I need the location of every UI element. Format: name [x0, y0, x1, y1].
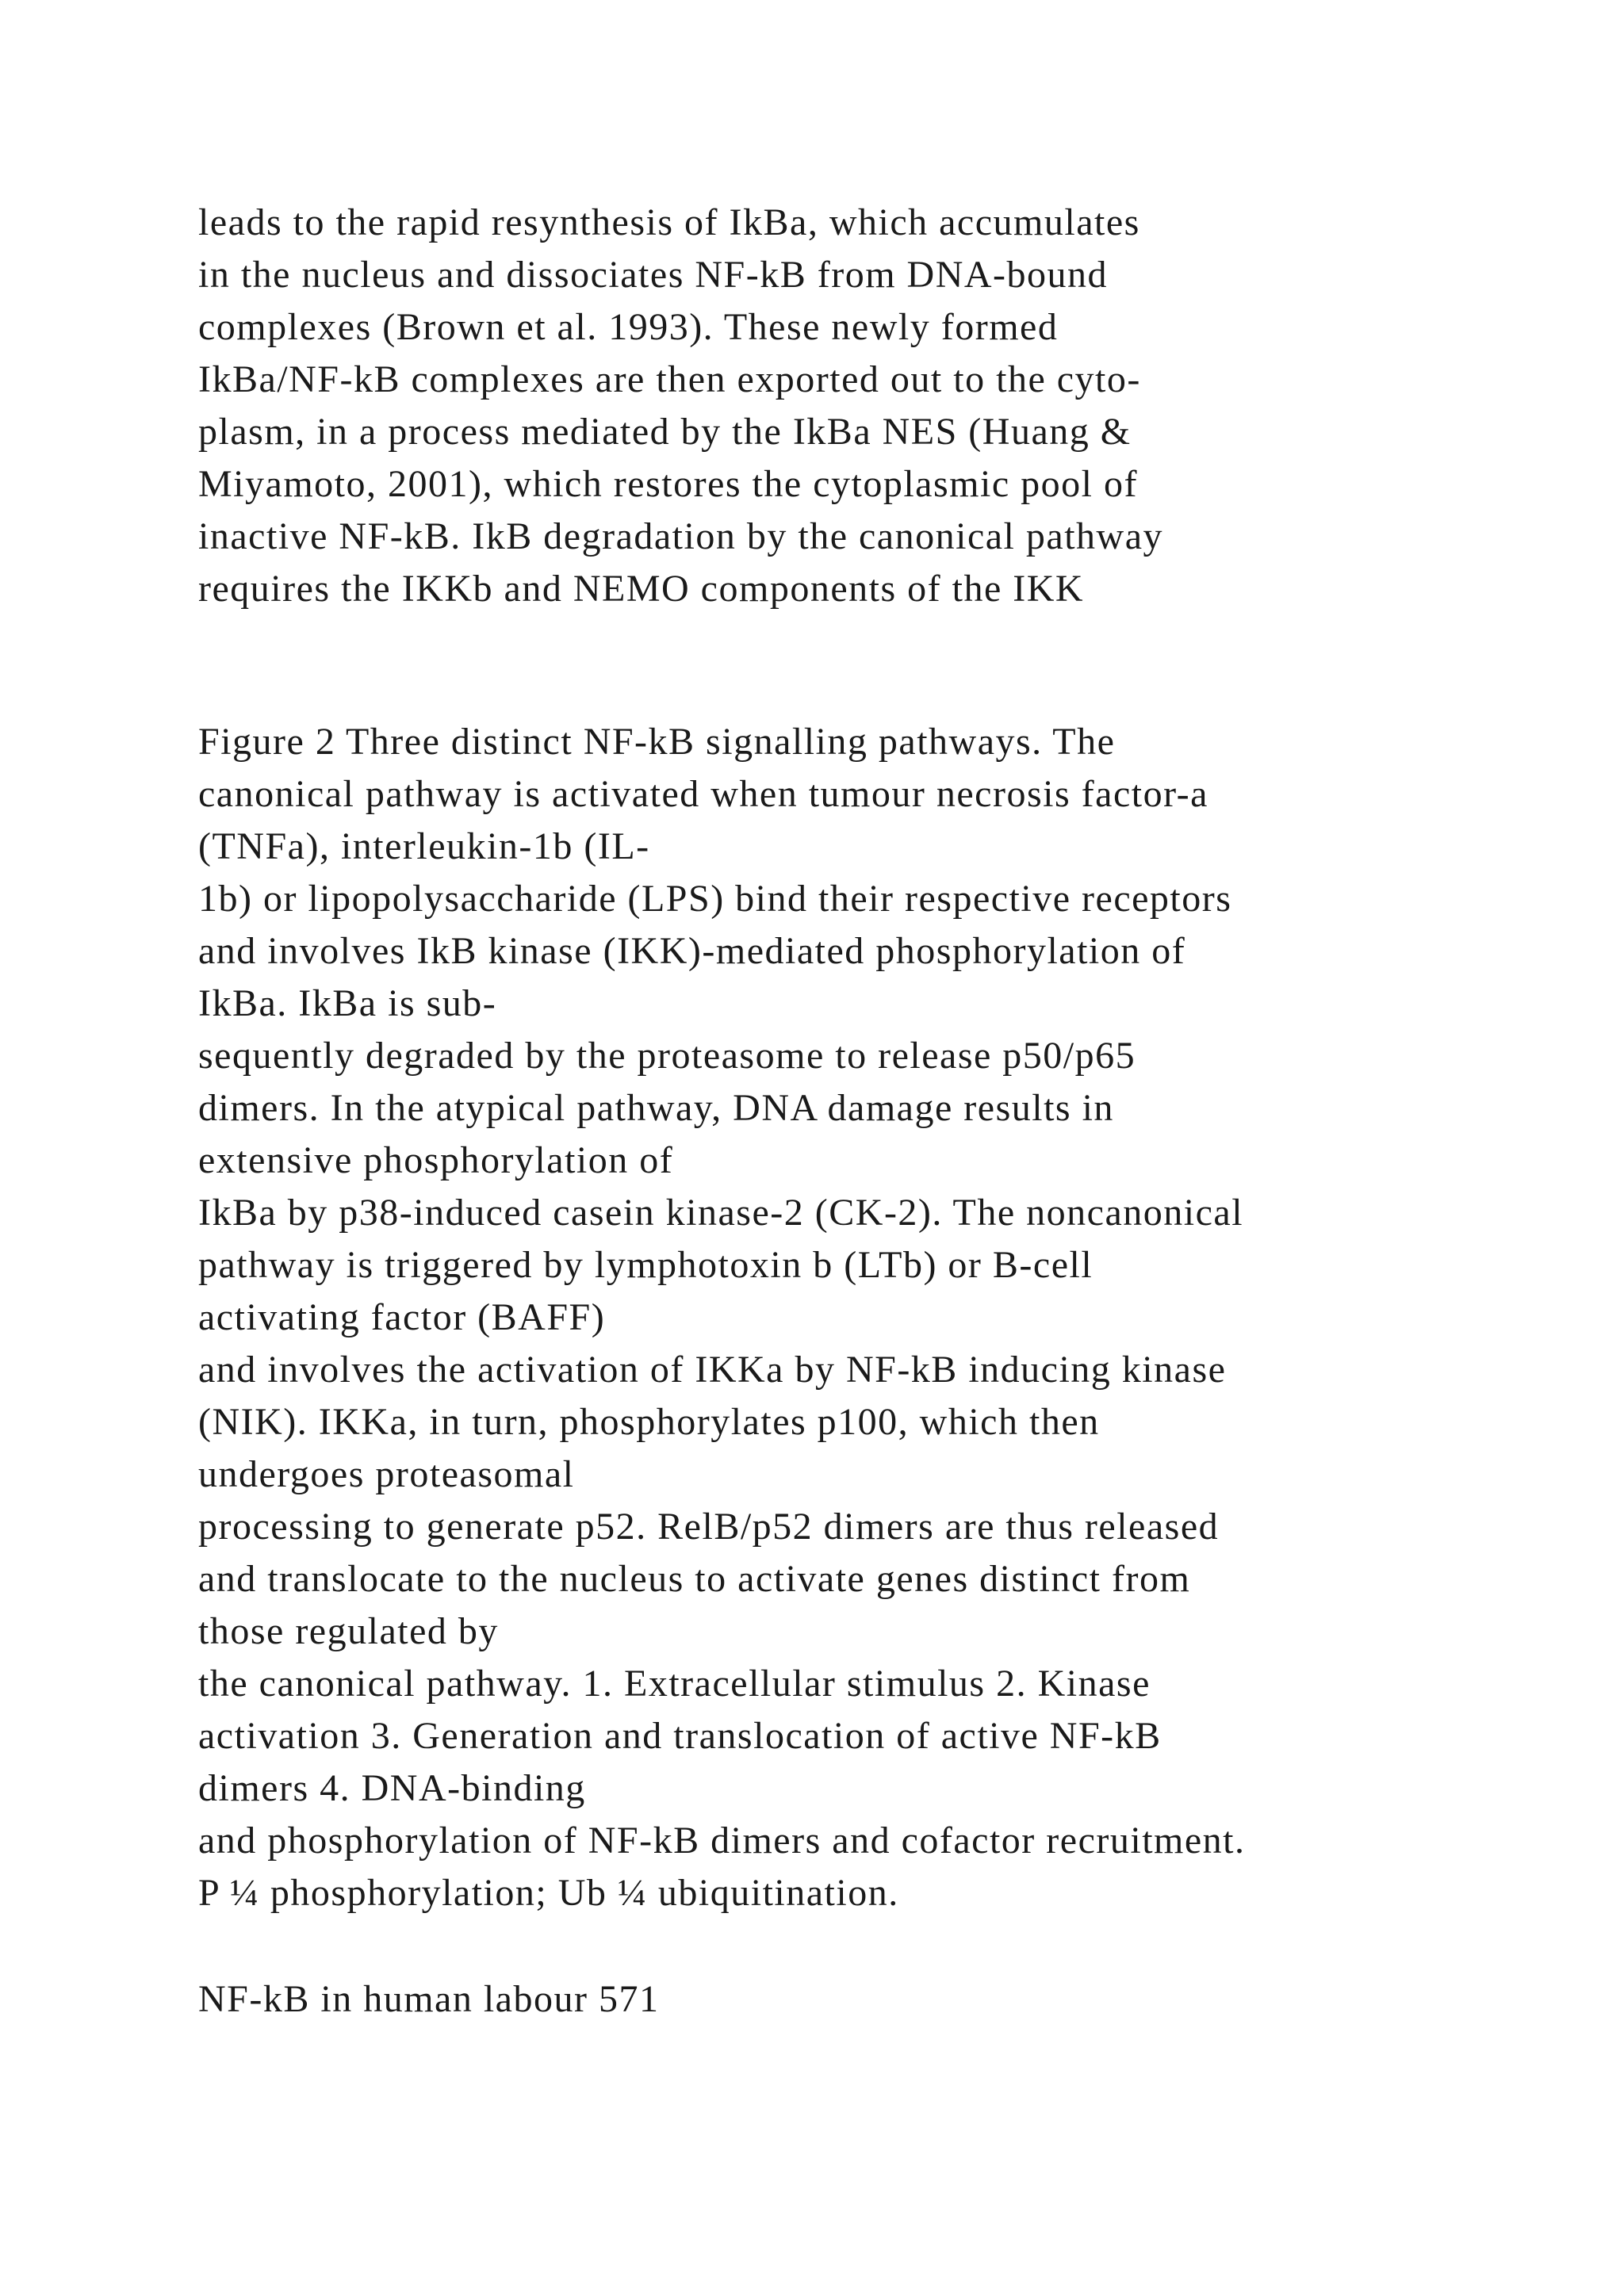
body-line: in the nucleus and dissociates NF-kB from DNA-bound: [198, 254, 1109, 296]
caption-line: 1b) or lipopolysaccharide (LPS) bind their respective receptors: [198, 878, 1232, 920]
caption-line: dimers. In the atypical pathway, DNA damage results in: [198, 1087, 1114, 1129]
caption-line: undergoes proteasomal: [198, 1453, 575, 1495]
body-line: requires the IKKb and NEMO components of the IKK: [198, 568, 1085, 610]
caption-line: dimers 4. DNA-binding: [198, 1767, 586, 1809]
caption-line: those regulated by: [198, 1610, 499, 1652]
caption-line: activating factor (BAFF): [198, 1296, 606, 1338]
caption-line: extensive phosphorylation of: [198, 1139, 674, 1181]
caption-line: and involves the activation of IKKa by NF-kB inducing kinase: [198, 1349, 1227, 1391]
caption-line: P ¼ phosphorylation; Ub ¼ ubiquitination.: [198, 1872, 899, 1914]
caption-line: IkBa by p38-induced casein kinase-2 (CK-2). The noncanonical: [198, 1192, 1244, 1234]
caption-line: sequently degraded by the proteasome to release p50/p65: [198, 1035, 1136, 1077]
body-paragraph: [198, 197, 1163, 615]
caption-line: the canonical pathway. 1. Extracellular stimulus 2. Kinase: [198, 1663, 1151, 1705]
caption-line: pathway is triggered by lymphotoxin b (LTb) or B-cell: [198, 1244, 1094, 1286]
caption-line: canonical pathway is activated when tumour necrosis factor-a: [198, 773, 1208, 815]
footer-text: NF-kB in human labour 571: [198, 1978, 660, 2020]
caption-line: Figure 2 Three distinct NF-kB signalling pathways. The: [198, 721, 1116, 763]
caption-line: IkBa. IkBa is sub-: [198, 982, 497, 1024]
body-line: plasm, in a process mediated by the IkBa NES (Huang &: [198, 411, 1132, 453]
caption-line: (NIK). IKKa, in turn, phosphorylates p100, which then: [198, 1401, 1100, 1443]
body-line: inactive NF-kB. IkB degradation by the canonical pathway: [198, 515, 1163, 557]
running-footer: [198, 1973, 659, 2026]
body-line: IkBa/NF-kB complexes are then exported out to the cyto-: [198, 358, 1141, 400]
body-line: leads to the rapid resynthesis of IkBa, which accumulates: [198, 201, 1140, 243]
body-line: complexes (Brown et al. 1993). These newly formed: [198, 306, 1059, 348]
caption-line: (TNFa), interleukin-1b (IL-: [198, 825, 650, 867]
caption-line: and involves IkB kinase (IKK)-mediated phosphorylation of: [198, 930, 1186, 972]
caption-line: processing to generate p52. RelB/p52 dimers are thus released: [198, 1506, 1220, 1548]
caption-line: and translocate to the nucleus to activate genes distinct from: [198, 1558, 1191, 1600]
caption-line: activation 3. Generation and translocation of active NF-kB: [198, 1715, 1162, 1757]
caption-line: and phosphorylation of NF-kB dimers and cofactor recruitment.: [198, 1820, 1246, 1862]
figure-caption: [198, 716, 1246, 1919]
body-line: Miyamoto, 2001), which restores the cytoplasmic pool of: [198, 463, 1138, 505]
